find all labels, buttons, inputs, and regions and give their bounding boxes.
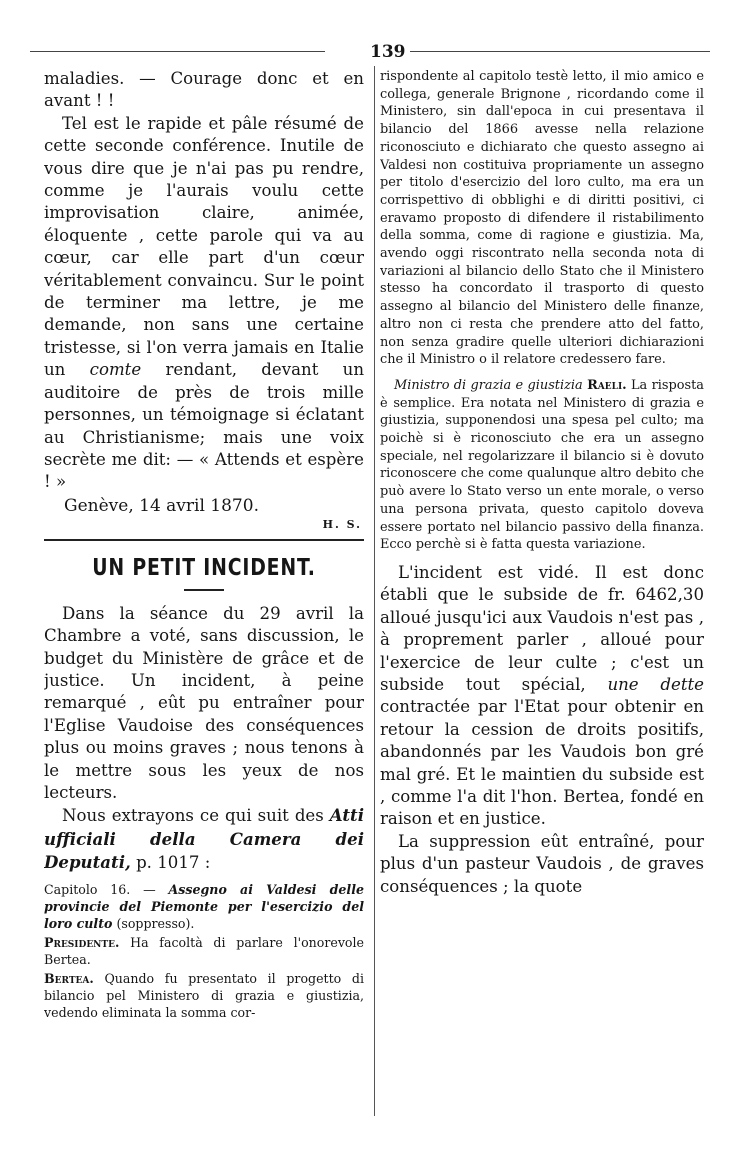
quote-presidente-text: Ha facoltà di parlare l'onorevole Bertea. (44, 934, 364, 968)
page-number: 139 (370, 42, 406, 62)
conclusion-text-end: contractée par l'Etat pour obtenir en retour la cession de droits positifs, abandonnés par les Vaudois bon gré mal gré. Et le maintien du subside est , comme l'a dit l'hon. Bertea, fondé en raison et en justice. (380, 697, 704, 829)
speaker-bertea: Bertea. (44, 970, 94, 986)
quote-presidente (44, 934, 364, 969)
quote-block (44, 881, 364, 1022)
quote-raeli (380, 377, 704, 554)
quote-capitolo-label: Capitolo 16. — (44, 881, 156, 897)
extract-page: p. 1017 : (136, 853, 211, 873)
dateline: Genève, 14 avril 1870. (64, 495, 259, 516)
quote-capitolo-end: (soppresso). (116, 916, 195, 932)
paragraph-summary (44, 113, 364, 494)
speaker-minister-title: Ministro di grazia e giustizia (394, 377, 583, 393)
summary-italic-word: comte (89, 360, 142, 380)
paragraph-incident: Dans la séance du 29 avril la Chambre a voté, sans discussion, le budget du Ministère de grâce et de justice. Un incident, à peine remarqué , eût pu entraîner pour l'Eglise Vaudoise des conséquences plus ou moins graves ; nous tenons à le mettre sous les yeux de nos lecteurs. (44, 603, 364, 802)
header-rule-right (410, 51, 710, 52)
page-header (30, 40, 710, 62)
paragraph-continuation: maladies. — Courage donc et en avant ! ! (44, 69, 364, 111)
column-divider (374, 66, 375, 1116)
paragraph-suppression: La suppression eût entraîné, pour plus d'un pasteur Vaudois , de graves conséquences ; la quote (380, 831, 704, 896)
summary-text: Tel est le rapide et pâle résumé de cette seconde conférence. Inutile de vous dire que je n'ai pas pu rendre, comme je l'aurais voulu cette improvisation claire, animée, éloquente , cette parole qui va au cœur, car elle part d'un cœur véritablement convaincu. Sur le point de terminer ma lettre, je me demande, non sans une certaine tristesse, si l'on verra jamais en Italie un (44, 113, 364, 380)
quote-bertea-text: Quando fu presentato il progetto di bilancio pel Ministero di grazia e giustizia, vedendo eliminata la somma cor- (44, 970, 364, 1021)
quote-bertea-continued: rispondente al capitolo testè letto, il mio amico e collega, generale Brignone , ricordando come il Ministero, sin dall'epoca in cui presentava il bilancio del 1866 avesse nella relazione riconosciuto e dichiarato che questo assegno ai Valdesi non costituiva propriamente un assegno per titolo d'esercizio del loro culto, ma era un corrispettivo di obblighi e di diritti positivi, ci eravamo proposto di difendere il ristabilimento della somma, come di ragione e giustizia. Ma, avendo oggi riscontrato nella seconda nota di variazioni al bilancio dello Stato che il Ministero stesso ha concordato il trasporto di questo assegno al bilancio del Ministero delle finanze, altro non ci resta che prendere atto del fatto, non senza gradire quelle ulteriori dichiarazioni che il Ministro o il relatore credessero fare. (380, 69, 704, 368)
article-title: UN PETIT INCIDENT. (92, 554, 316, 581)
signature: H. S. (322, 517, 362, 531)
header-rule-left (30, 51, 325, 52)
extract-source: Atti ufficiali della Camera dei Deputati, (44, 805, 364, 873)
quote-capitolo-italic: Assegno ai Valdesi delle provincie del Piemonte per l'esercizio del loro culto (44, 881, 364, 932)
speaker-raeli: Raeli. (587, 377, 627, 393)
conclusion-text: L'incident est vidé. Il est donc établi que le subside de fr. 6462,30 alloué jusqu'ici aux Vaudois n'est pas , à proprement parler , alloué pour l'exercice de leur culte ; c'est un subside tout spécial, (380, 562, 704, 695)
title-rule (184, 589, 224, 591)
quote-bertea (44, 970, 364, 1022)
right-column (380, 68, 704, 898)
section-separator (44, 539, 364, 541)
quote-capitolo (44, 881, 364, 933)
extract-text: Nous extrayons ce qui suit des (62, 806, 324, 826)
speaker-presidente: Presidente. (44, 934, 120, 950)
quote-raeli-text: La risposta è semplice. Era notata nel Ministero di grazia e giustizia, supponendosi una spesa pel culto; ma poichè si è riconosciuto che era un assegno speciale, nel regolarizzare il bilancio si è dovuto riconoscere che come qualunque altro debito che può avere lo Stato verso un ente morale, o verso una persona privata, questo capitolo doveva essere portato nel bilancio passivo della finanza. Ecco perchè si è fatta questa variazione. (380, 377, 704, 553)
left-column (44, 68, 364, 1023)
conclusion-italic: une dette (607, 675, 704, 695)
paragraph-extract (44, 804, 364, 874)
summary-text-end: rendant, devant un auditoire de près de trois mille personnes, un témoignage si éclatant au Christianisme; mais une voix secrète me dit: — « Attends et espère ! » (44, 360, 364, 492)
paragraph-conclusion (380, 562, 704, 831)
